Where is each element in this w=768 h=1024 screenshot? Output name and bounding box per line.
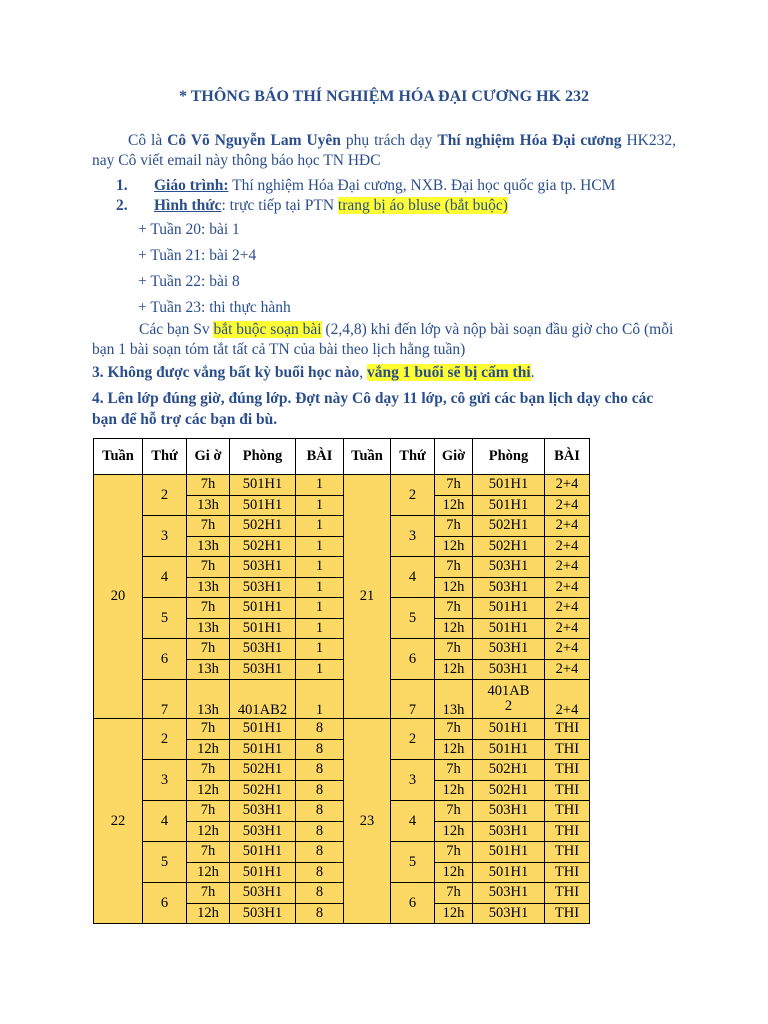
lesson-cell: 8: [296, 760, 344, 781]
room-cell: 501H1: [230, 842, 296, 863]
lesson-cell: 8: [296, 780, 344, 801]
room-cell: 501H1: [230, 719, 296, 740]
lesson-cell: THI: [545, 780, 590, 801]
para2-pre: Các bạn Sv: [139, 321, 214, 338]
time-cell: 7h: [187, 760, 230, 781]
day-cell: 4: [143, 801, 187, 842]
time-cell: 12h: [435, 536, 473, 557]
room-cell: 501H1: [473, 598, 545, 619]
time-cell: 7h: [187, 639, 230, 660]
day-cell: 2: [391, 719, 435, 760]
lesson-cell: 1: [296, 680, 344, 719]
weekly-schedule-list: [138, 217, 291, 321]
room-cell: 501H1: [473, 475, 545, 496]
week-item: + Tuần 20: bài 1: [138, 221, 240, 238]
room-cell: 502H1: [230, 516, 296, 537]
time-cell: 12h: [187, 903, 230, 924]
time-cell: 12h: [435, 659, 473, 680]
time-cell: 12h: [435, 862, 473, 883]
room-cell: 501H1: [473, 618, 545, 639]
time-cell: 13h: [187, 680, 230, 719]
time-cell: 12h: [435, 739, 473, 760]
room-cell: 503H1: [230, 883, 296, 904]
lesson-cell: 2+4: [545, 577, 590, 598]
time-cell: 7h: [435, 801, 473, 822]
col-header: Tuần: [344, 439, 391, 475]
intro-mid: phụ trách dạy: [340, 132, 438, 149]
preparation-paragraph: [92, 320, 676, 360]
lesson-cell: 1: [296, 516, 344, 537]
week-cell: 22: [94, 719, 143, 924]
time-cell: 7h: [435, 516, 473, 537]
room-cell: 503H1: [473, 883, 545, 904]
room-cell: 502H1: [473, 516, 545, 537]
lesson-cell: 2+4: [545, 618, 590, 639]
room-cell: 503H1: [230, 903, 296, 924]
time-cell: 7h: [435, 639, 473, 660]
time-cell: 12h: [435, 821, 473, 842]
time-cell: 12h: [435, 577, 473, 598]
lesson-cell: 8: [296, 821, 344, 842]
table-row: [94, 557, 590, 578]
day-cell: 4: [391, 557, 435, 598]
room-cell: 503H1: [473, 659, 545, 680]
lesson-cell: THI: [545, 903, 590, 924]
intro-paragraph: [92, 131, 676, 171]
room-cell: 502H1: [473, 780, 545, 801]
lesson-cell: THI: [545, 801, 590, 822]
course-name: Thí nghiệm Hóa Đại cương: [437, 132, 622, 149]
table-row: [94, 680, 590, 719]
lesson-cell: 2+4: [545, 639, 590, 660]
lesson-cell: 8: [296, 862, 344, 883]
time-cell: 7h: [187, 516, 230, 537]
table-row: [94, 760, 590, 781]
room-cell: 501H1: [230, 618, 296, 639]
lesson-cell: THI: [545, 739, 590, 760]
room-cell: 503H1: [473, 639, 545, 660]
col-header: Gi ờ: [187, 439, 230, 475]
col-header: BÀI: [545, 439, 590, 475]
room-cell: 502H1: [230, 760, 296, 781]
lesson-cell: 8: [296, 801, 344, 822]
list-label: Giáo trình:: [154, 177, 229, 194]
time-cell: 7h: [435, 719, 473, 740]
room-cell: 501H1: [230, 598, 296, 619]
time-cell: 7h: [435, 557, 473, 578]
list-text: Thí nghiệm Hóa Đại cương, NXB. Đại học quốc gia tp. HCM: [228, 177, 616, 194]
col-header: BÀI: [296, 439, 344, 475]
room-cell: 502H1: [473, 536, 545, 557]
day-cell: 5: [391, 598, 435, 639]
lesson-cell: 2+4: [545, 598, 590, 619]
time-cell: 13h: [187, 659, 230, 680]
week-item: + Tuần 22: bài 8: [138, 273, 240, 290]
room-cell: 503H1: [473, 801, 545, 822]
room-cell: 501H1: [230, 495, 296, 516]
room-cell: 401AB 2: [473, 680, 545, 719]
table-row: [94, 801, 590, 822]
time-cell: 12h: [187, 739, 230, 760]
room-cell: 503H1: [473, 557, 545, 578]
time-cell: 12h: [187, 821, 230, 842]
attendance-rule: [92, 364, 535, 382]
lesson-cell: 1: [296, 639, 344, 660]
day-cell: 5: [391, 842, 435, 883]
room-cell: 501H1: [473, 842, 545, 863]
day-cell: 3: [143, 760, 187, 801]
table-row: [94, 475, 590, 496]
para2-post: (2,4,8) khi đến lớp và nộp bài soạn đầu giờ cho Cô (mỗi bạn 1 bài soạn tóm tắt tất cả TN của bài theo lịch hằng tuần): [92, 321, 674, 358]
room-cell: 503H1: [230, 821, 296, 842]
day-cell: 6: [143, 883, 187, 924]
table-row: [94, 598, 590, 619]
time-cell: 7h: [435, 598, 473, 619]
day-cell: 2: [143, 475, 187, 516]
lesson-cell: 8: [296, 883, 344, 904]
lesson-cell: 2+4: [545, 680, 590, 719]
time-cell: 7h: [187, 719, 230, 740]
day-cell: 4: [391, 801, 435, 842]
teacher-name: Cô Võ Nguyễn Lam Uyên: [167, 132, 341, 149]
table-row: [94, 883, 590, 904]
day-cell: 5: [143, 842, 187, 883]
lesson-cell: 1: [296, 495, 344, 516]
day-cell: 7: [391, 680, 435, 719]
room-cell: 503H1: [473, 821, 545, 842]
time-cell: 7h: [435, 475, 473, 496]
table-row: [94, 719, 590, 740]
highlight-text: vắng 1 buổi sẽ bị cấm thi: [367, 364, 531, 381]
lesson-cell: 8: [296, 842, 344, 863]
lesson-cell: 1: [296, 536, 344, 557]
highlight-text: trang bị áo bluse (bắt buộc): [337, 197, 508, 214]
lesson-cell: THI: [545, 862, 590, 883]
day-cell: 7: [143, 680, 187, 719]
week-item: + Tuần 23: thi thực hành: [138, 299, 291, 316]
time-cell: 13h: [187, 618, 230, 639]
room-cell: 503H1: [230, 557, 296, 578]
room-cell: 401AB2: [230, 680, 296, 719]
lesson-cell: 1: [296, 598, 344, 619]
lesson-cell: THI: [545, 883, 590, 904]
room-cell: 503H1: [473, 577, 545, 598]
lesson-cell: 8: [296, 903, 344, 924]
intro-post: HK232, nay Cô viết email này thông báo học TN HĐC: [92, 132, 676, 169]
lesson-cell: 2+4: [545, 516, 590, 537]
lesson-cell: 2+4: [545, 536, 590, 557]
list-number: 2.: [116, 197, 128, 214]
time-cell: 12h: [187, 862, 230, 883]
lesson-cell: 1: [296, 659, 344, 680]
time-cell: 12h: [435, 618, 473, 639]
room-cell: 502H1: [230, 536, 296, 557]
time-cell: 7h: [187, 801, 230, 822]
rule-sep: ,: [359, 364, 367, 381]
lesson-cell: 1: [296, 557, 344, 578]
page-title: * THÔNG BÁO THÍ NGHIỆM HÓA ĐẠI CƯƠNG HK 232: [179, 88, 589, 105]
lesson-cell: THI: [545, 842, 590, 863]
room-cell: 501H1: [473, 739, 545, 760]
time-cell: 7h: [187, 883, 230, 904]
table-header-row: [94, 439, 590, 475]
highlight-text: bắt buộc soạn bài: [213, 321, 322, 338]
table-row: [94, 842, 590, 863]
room-cell: 501H1: [230, 862, 296, 883]
lesson-cell: THI: [545, 821, 590, 842]
list-text: : trực tiếp tại PTN: [221, 197, 338, 214]
schedule-table: [93, 438, 590, 924]
lesson-cell: THI: [545, 719, 590, 740]
rule-bold: 3. Không được vắng bất kỳ buổi học nào: [92, 364, 360, 381]
time-cell: 12h: [435, 780, 473, 801]
table-row: [94, 639, 590, 660]
time-cell: 12h: [435, 495, 473, 516]
list-label: Hình thức: [154, 197, 222, 214]
day-cell: 6: [391, 883, 435, 924]
room-cell: 503H1: [230, 577, 296, 598]
day-cell: 6: [391, 639, 435, 680]
room-cell: 501H1: [230, 475, 296, 496]
lesson-cell: 2+4: [545, 495, 590, 516]
time-cell: 13h: [187, 536, 230, 557]
room-cell: 503H1: [230, 659, 296, 680]
day-cell: 4: [143, 557, 187, 598]
week-cell: 23: [344, 719, 391, 924]
week-cell: 20: [94, 475, 143, 719]
time-cell: 7h: [187, 475, 230, 496]
lesson-cell: 2+4: [545, 475, 590, 496]
room-cell: 503H1: [230, 639, 296, 660]
time-cell: 13h: [187, 577, 230, 598]
time-cell: 7h: [435, 842, 473, 863]
lesson-cell: 2+4: [545, 557, 590, 578]
table-row: [94, 516, 590, 537]
intro-pre: Cô là: [128, 132, 168, 149]
time-cell: 7h: [435, 883, 473, 904]
time-cell: 12h: [435, 903, 473, 924]
col-header: Thứ: [391, 439, 435, 475]
lesson-cell: 2+4: [545, 659, 590, 680]
day-cell: 3: [391, 516, 435, 557]
col-header: Phòng: [230, 439, 296, 475]
room-cell: 503H1: [473, 903, 545, 924]
room-cell: 501H1: [473, 862, 545, 883]
punctuality-rule: 4. Lên lớp đúng giờ, đúng lớp. Đợt này Cô dạy 11 lớp, cô gửi các bạn lịch dạy cho các bạn để hỗ trợ các bạn đi bù.: [92, 390, 654, 428]
time-cell: 7h: [187, 842, 230, 863]
time-cell: 13h: [435, 680, 473, 719]
room-cell: 501H1: [473, 495, 545, 516]
room-cell: 503H1: [230, 801, 296, 822]
lesson-cell: 8: [296, 739, 344, 760]
day-cell: 3: [391, 760, 435, 801]
lesson-cell: 1: [296, 618, 344, 639]
time-cell: 7h: [187, 598, 230, 619]
lesson-cell: 1: [296, 475, 344, 496]
day-cell: 3: [143, 516, 187, 557]
week-cell: 21: [344, 475, 391, 719]
room-cell: 501H1: [230, 739, 296, 760]
time-cell: 7h: [435, 760, 473, 781]
lesson-cell: 8: [296, 719, 344, 740]
lesson-cell: THI: [545, 760, 590, 781]
day-cell: 5: [143, 598, 187, 639]
room-cell: 501H1: [473, 719, 545, 740]
time-cell: 13h: [187, 495, 230, 516]
time-cell: 7h: [187, 557, 230, 578]
col-header: Thứ: [143, 439, 187, 475]
day-cell: 6: [143, 639, 187, 680]
room-cell: 502H1: [473, 760, 545, 781]
col-header: Giờ: [435, 439, 473, 475]
day-cell: 2: [143, 719, 187, 760]
room-cell: 502H1: [230, 780, 296, 801]
lesson-cell: 1: [296, 577, 344, 598]
list-number: 1.: [116, 177, 128, 194]
day-cell: 2: [391, 475, 435, 516]
col-header: Phòng: [473, 439, 545, 475]
week-item: + Tuần 21: bài 2+4: [138, 247, 257, 264]
col-header: Tuần: [94, 439, 143, 475]
time-cell: 12h: [187, 780, 230, 801]
rule-end: .: [530, 364, 535, 381]
